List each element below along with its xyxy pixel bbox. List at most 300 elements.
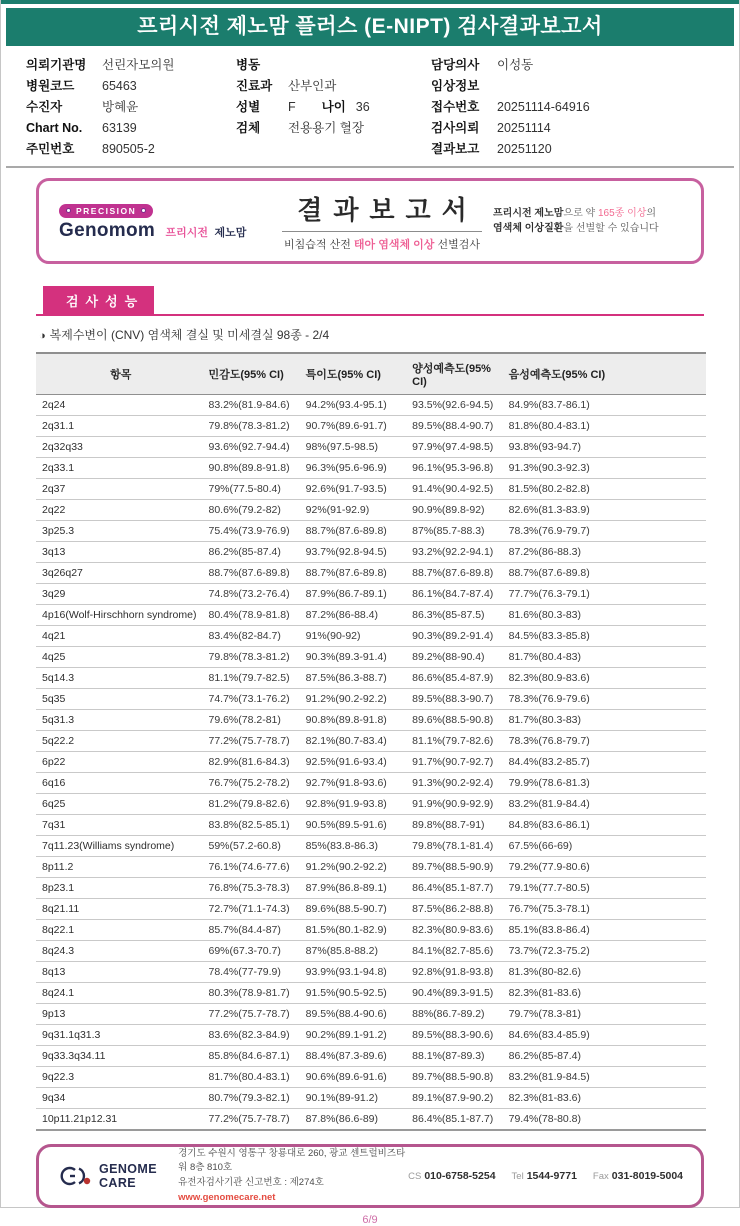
value-cell: 91.2%(90.2-92.2) [303, 857, 410, 878]
table-row [36, 584, 706, 605]
value-cell: 85.8%(84.6-87.1) [206, 1046, 303, 1067]
value-cell: 90.8%(89.8-91.8) [303, 710, 410, 731]
table-row [36, 1109, 706, 1131]
field-value: 20251120 [497, 142, 552, 156]
value-cell: 78.3%(76.9-79.6) [506, 689, 706, 710]
value-cell: 82.3%(80.9-83.6) [506, 668, 706, 689]
value-cell: 83.2%(81.9-84.4) [506, 794, 706, 815]
field-label: 검사의뢰 [431, 121, 480, 135]
value-cell: 91.4%(90.4-92.5) [409, 479, 505, 500]
table-row [36, 1088, 706, 1109]
value-cell: 93.7%(92.8-94.5) [303, 542, 410, 563]
patient-info-col2 [236, 55, 431, 158]
tel-contact [512, 1170, 577, 1182]
table-row [36, 941, 706, 962]
value-cell: 82.1%(80.7-83.4) [303, 731, 410, 752]
info-row [236, 118, 431, 139]
note-bold2: 염색체 이상질환 [493, 223, 564, 234]
item-cell: 2q24 [36, 395, 206, 416]
value-cell: 80.7%(79.3-82.1) [206, 1088, 303, 1109]
field-label: 나이 [321, 100, 346, 114]
table-row [36, 878, 706, 899]
value-cell: 79.8%(78.3-81.2) [206, 416, 303, 437]
item-cell: 2q31.1 [36, 416, 206, 437]
item-cell: 5q31.3 [36, 710, 206, 731]
item-cell: 6p22 [36, 752, 206, 773]
top-accent-strip [1, 0, 739, 4]
value-cell: 92.6%(91.7-93.5) [303, 479, 410, 500]
info-row [26, 76, 236, 97]
note-text2: 의 [646, 207, 657, 219]
table-row [36, 710, 706, 731]
section-subtitle-text: 복제수변이 (CNV) 염색체 결실 및 미세결실 98종 - 2/4 [49, 328, 330, 342]
value-cell: 88.1%(87-89.3) [409, 1046, 505, 1067]
item-cell: 8p11.2 [36, 857, 206, 878]
value-cell: 96.3%(95.6-96.9) [303, 458, 410, 479]
value-cell: 83.2%(81.9-84.6) [206, 395, 303, 416]
field-value: 36 [355, 100, 370, 114]
value-cell: 87.5%(86.2-88.8) [409, 899, 505, 920]
table-row [36, 521, 706, 542]
value-cell: 87.9%(86.8-89.1) [303, 878, 410, 899]
value-cell: 84.6%(83.4-85.9) [506, 1025, 706, 1046]
item-cell: 5q22.2 [36, 731, 206, 752]
column-header: 항목 [36, 353, 206, 395]
brand-line [59, 220, 271, 242]
field-value: 산부인과 [288, 79, 337, 93]
value-cell: 80.6%(79.2-82) [206, 500, 303, 521]
value-cell: 93.9%(93.1-94.8) [303, 962, 410, 983]
footer-contacts [408, 1170, 683, 1182]
item-cell: 2q33.1 [36, 458, 206, 479]
column-header: 민감도(95% CI) [206, 353, 303, 395]
field-value: 이성동 [497, 58, 534, 72]
value-cell: 91.3%(90.2-92.4) [409, 773, 505, 794]
value-cell: 91.9%(90.9-92.9) [409, 794, 505, 815]
value-cell: 89.5%(88.3-90.7) [409, 689, 505, 710]
value-cell: 78.3%(76.9-79.7) [506, 521, 706, 542]
subtitle-accent: 태아 염색체 이상 [353, 239, 435, 251]
cs-contact [408, 1170, 495, 1182]
item-cell: 9q22.3 [36, 1067, 206, 1088]
value-cell: 76.1%(74.6-77.6) [206, 857, 303, 878]
value-cell: 89.8%(88.7-91) [409, 815, 505, 836]
badge-dot-icon [66, 208, 71, 213]
value-cell: 69%(67.3-70.7) [206, 941, 303, 962]
item-cell: 3q26q27 [36, 563, 206, 584]
value-cell: 88.7%(87.6-89.8) [409, 563, 505, 584]
value-cell: 79.2%(77.9-80.6) [506, 857, 706, 878]
fax-number: 031-8019-5004 [611, 1170, 683, 1182]
table-row [36, 1046, 706, 1067]
precision-badge-label: PRECISION [76, 205, 137, 216]
value-cell: 90.6%(89.6-91.6) [303, 1067, 410, 1088]
table-row [36, 416, 706, 437]
note-text1: 으로 약 [563, 207, 598, 219]
value-cell: 90.2%(89.1-91.2) [303, 1025, 410, 1046]
value-cell: 88%(86.7-89.2) [409, 1004, 505, 1025]
value-cell: 83.4%(82-84.7) [206, 626, 303, 647]
note-text3: 을 선별할 수 있습니다 [563, 223, 659, 234]
table-row [36, 899, 706, 920]
value-cell: 78.3%(76.8-79.7) [506, 731, 706, 752]
item-cell: 9q31.1q31.3 [36, 1025, 206, 1046]
field-label: 임상정보 [431, 79, 480, 93]
value-cell: 86.2%(85-87.4) [206, 542, 303, 563]
item-cell: 10p11.21p12.31 [36, 1109, 206, 1131]
value-cell: 90.5%(89.5-91.6) [303, 815, 410, 836]
table-row [36, 542, 706, 563]
value-cell: 87.5%(86.3-88.7) [303, 668, 410, 689]
column-header: 양성예측도(95% CI) [409, 353, 505, 395]
item-cell: 8q21.11 [36, 899, 206, 920]
value-cell: 76.8%(75.3-78.3) [206, 878, 303, 899]
value-cell: 88.4%(87.3-89.6) [303, 1046, 410, 1067]
value-cell: 86.4%(85.1-87.7) [409, 1109, 505, 1131]
value-cell: 79.6%(78.2-81) [206, 710, 303, 731]
value-cell: 89.7%(88.5-90.9) [409, 857, 505, 878]
value-cell: 80.4%(78.9-81.8) [206, 605, 303, 626]
value-cell: 94.2%(93.4-95.1) [303, 395, 410, 416]
value-cell: 87%(85.7-88.3) [409, 521, 505, 542]
value-cell: 87.2%(86-88.3) [506, 542, 706, 563]
info-row [26, 55, 236, 76]
precision-badge [59, 204, 153, 218]
item-cell: 6q16 [36, 773, 206, 794]
item-cell: 2q32q33 [36, 437, 206, 458]
table-body [36, 395, 706, 1131]
table-row [36, 773, 706, 794]
field-label: 수진자 [26, 100, 63, 114]
value-cell: 82.3%(81-83.6) [506, 1088, 706, 1109]
value-cell: 89.6%(88.5-90.7) [303, 899, 410, 920]
value-cell: 84.5%(83.3-85.8) [506, 626, 706, 647]
item-cell: 7q11.23(Williams syndrome) [36, 836, 206, 857]
table-row [36, 1025, 706, 1046]
badge-dot-icon [141, 208, 146, 213]
table-row [36, 605, 706, 626]
table-header-row [36, 353, 706, 395]
note-accent: 165종 이상 [597, 207, 647, 219]
value-cell: 81.1%(79.7-82.5) [206, 668, 303, 689]
field-value: 선린자모의원 [102, 58, 175, 72]
value-cell: 88.7%(87.6-89.8) [303, 521, 410, 542]
table-row [36, 815, 706, 836]
item-cell: 5q35 [36, 689, 206, 710]
value-cell: 81.6%(80.3-83) [506, 605, 706, 626]
field-value: 63139 [102, 121, 137, 135]
table-row [36, 794, 706, 815]
value-cell: 89.5%(88.4-90.7) [409, 416, 505, 437]
item-cell: 8q13 [36, 962, 206, 983]
value-cell: 86.3%(85-87.5) [409, 605, 505, 626]
value-cell: 86.2%(85-87.4) [506, 1046, 706, 1067]
column-header: 특이도(95% CI) [303, 353, 410, 395]
value-cell: 91.7%(90.7-92.7) [409, 752, 505, 773]
value-cell: 81.7%(80.3-83) [506, 710, 706, 731]
value-cell: 97.9%(97.4-98.5) [409, 437, 505, 458]
value-cell: 82.3%(81-83.6) [506, 983, 706, 1004]
value-cell: 74.8%(73.2-76.4) [206, 584, 303, 605]
field-label: 성별 [236, 100, 261, 114]
table-row [36, 689, 706, 710]
item-cell: 9q34 [36, 1088, 206, 1109]
item-cell: 9p13 [36, 1004, 206, 1025]
performance-section-header [36, 290, 704, 316]
field-value: 방혜윤 [102, 100, 139, 114]
field-label: 검체 [236, 121, 261, 135]
subtitle-pre: 비침습적 산전 [284, 239, 354, 251]
value-cell: 79%(77.5-80.4) [206, 479, 303, 500]
value-cell: 81.7%(80.4-83) [506, 647, 706, 668]
table-row [36, 1004, 706, 1025]
item-cell: 4p16(Wolf-Hirschhorn syndrome) [36, 605, 206, 626]
value-cell: 89.5%(88.3-90.6) [409, 1025, 505, 1046]
value-cell: 76.7%(75.3-78.1) [506, 899, 706, 920]
patient-info-col1 [26, 55, 236, 158]
table-row [36, 1067, 706, 1088]
value-cell: 77.2%(75.7-78.7) [206, 731, 303, 752]
value-cell: 81.3%(80-82.6) [506, 962, 706, 983]
subtitle-post: 선별검사 [434, 239, 480, 251]
field-label: 결과보고 [431, 142, 480, 156]
note-bold1: 프리시전 제노맘 [493, 207, 564, 219]
value-cell: 82.9%(81.6-84.3) [206, 752, 303, 773]
info-row [431, 139, 714, 160]
footer-address [178, 1147, 408, 1206]
value-cell: 86.1%(84.7-87.4) [409, 584, 505, 605]
value-cell: 84.9%(83.7-86.1) [506, 395, 706, 416]
table-row [36, 836, 706, 857]
value-cell: 81.1%(79.7-82.6) [409, 731, 505, 752]
value-cell: 90.4%(89.3-91.5) [409, 983, 505, 1004]
value-cell: 83.6%(82.3-84.9) [206, 1025, 303, 1046]
value-cell: 89.7%(88.5-90.8) [409, 1067, 505, 1088]
value-cell: 84.4%(83.2-85.7) [506, 752, 706, 773]
info-row [236, 55, 431, 76]
value-cell: 88.7%(87.6-89.8) [303, 563, 410, 584]
value-cell: 93.2%(92.2-94.1) [409, 542, 505, 563]
table-row [36, 731, 706, 752]
item-cell: 4q25 [36, 647, 206, 668]
value-cell: 92.8%(91.9-93.8) [303, 794, 410, 815]
item-cell: 8p23.1 [36, 878, 206, 899]
value-cell: 80.3%(78.9-81.7) [206, 983, 303, 1004]
result-report-box [36, 178, 704, 264]
column-header: 음성예측도(95% CI) [506, 353, 706, 395]
value-cell: 81.7%(80.4-83.1) [206, 1067, 303, 1088]
value-cell: 91.2%(90.2-92.2) [303, 689, 410, 710]
value-cell: 89.6%(88.5-90.8) [409, 710, 505, 731]
value-cell: 96.1%(95.3-96.8) [409, 458, 505, 479]
field-label: 담당의사 [431, 58, 480, 72]
fax-contact [593, 1170, 683, 1182]
value-cell: 91.5%(90.5-92.5) [303, 983, 410, 1004]
field-label: 진료과 [236, 79, 273, 93]
value-cell: 89.1%(87.9-90.2) [409, 1088, 505, 1109]
value-cell: 83.8%(82.5-85.1) [206, 815, 303, 836]
genome-care-wordmark: GENOME CARE [99, 1162, 157, 1190]
info-row [431, 97, 714, 118]
value-cell: 79.8%(78.1-81.4) [409, 836, 505, 857]
genomom-logo [59, 200, 271, 242]
item-cell: 7q31 [36, 815, 206, 836]
item-cell: 3p25.3 [36, 521, 206, 542]
result-box-subtitle [271, 236, 493, 252]
info-row [236, 97, 431, 118]
footer-box [36, 1144, 704, 1208]
table-row [36, 962, 706, 983]
value-cell: 82.3%(80.9-83.6) [409, 920, 505, 941]
value-cell: 77.2%(75.7-78.7) [206, 1004, 303, 1025]
value-cell: 87.8%(86.6-89) [303, 1109, 410, 1131]
table-row [36, 983, 706, 1004]
value-cell: 91%(90-92) [303, 626, 410, 647]
table-row [36, 647, 706, 668]
value-cell: 84.1%(82.7-85.6) [409, 941, 505, 962]
field-label: Chart No. [26, 121, 83, 135]
item-cell: 2q37 [36, 479, 206, 500]
section-subtitle [39, 326, 701, 343]
table-row [36, 626, 706, 647]
value-cell: 81.5%(80.1-82.9) [303, 920, 410, 941]
info-row [431, 55, 714, 76]
table-row [36, 857, 706, 878]
table-row [36, 920, 706, 941]
value-cell: 73.7%(72.3-75.2) [506, 941, 706, 962]
website-url: www.genomecare.net [178, 1191, 276, 1203]
address-line1: 경기도 수원시 영통구 창룡대로 260, 광교 센트럴비즈타워 8층 810호 [178, 1147, 406, 1174]
value-cell: 79.4%(78-80.8) [506, 1109, 706, 1131]
field-value: 20251114-64916 [497, 100, 590, 114]
field-label: 병동 [236, 58, 261, 72]
field-value: F [288, 100, 296, 114]
title-divider [282, 231, 482, 232]
value-cell: 86.4%(85.1-87.7) [409, 878, 505, 899]
value-cell: 87%(85.8-88.2) [303, 941, 410, 962]
genome-care-logo-icon [57, 1163, 93, 1189]
value-cell: 78.4%(77-79.9) [206, 962, 303, 983]
value-cell: 90.9%(89.8-92) [409, 500, 505, 521]
report-title-bar [6, 8, 734, 46]
item-cell: 8q24.3 [36, 941, 206, 962]
tel-label: Tel [511, 1171, 524, 1182]
item-cell: 4q21 [36, 626, 206, 647]
value-cell: 81.8%(80.4-83.1) [506, 416, 706, 437]
table-row [36, 395, 706, 416]
value-cell: 79.7%(78.3-81) [506, 1004, 706, 1025]
value-cell: 90.3%(89.3-91.4) [303, 647, 410, 668]
address-line2: 유전자검사기관 신고번호 : 제274호 [178, 1177, 324, 1188]
value-cell: 76.7%(75.2-78.2) [206, 773, 303, 794]
item-cell: 3q29 [36, 584, 206, 605]
info-row [236, 76, 431, 97]
item-cell: 8q22.1 [36, 920, 206, 941]
value-cell: 86.6%(85.4-87.9) [409, 668, 505, 689]
value-cell: 74.7%(73.1-76.2) [206, 689, 303, 710]
table-row [36, 668, 706, 689]
performance-table [36, 352, 706, 1131]
value-cell: 90.8%(89.8-91.8) [206, 458, 303, 479]
info-row [26, 139, 236, 160]
table-row [36, 500, 706, 521]
value-cell: 90.3%(89.2-91.4) [409, 626, 505, 647]
cs-label: CS [408, 1171, 422, 1182]
item-cell: 6q25 [36, 794, 206, 815]
value-cell: 89.5%(88.4-90.6) [303, 1004, 410, 1025]
value-cell: 83.2%(81.9-84.5) [506, 1067, 706, 1088]
value-cell: 90.1%(89-91.2) [303, 1088, 410, 1109]
value-cell: 89.2%(88-90.4) [409, 647, 505, 668]
page-number: 6/9 [362, 1214, 378, 1226]
item-cell: 8q24.1 [36, 983, 206, 1004]
table-row [36, 752, 706, 773]
patient-info-section [6, 46, 734, 168]
value-cell: 93.8%(93-94.7) [506, 437, 706, 458]
value-cell: 92.5%(91.6-93.4) [303, 752, 410, 773]
section-title-badge: 검사성능 [43, 286, 154, 314]
field-value: 20251114 [497, 121, 551, 135]
value-cell: 85.7%(84.4-87) [206, 920, 303, 941]
result-box-note [493, 206, 681, 237]
value-cell: 72.7%(71.1-74.3) [206, 899, 303, 920]
value-cell: 77.2%(75.7-78.7) [206, 1109, 303, 1131]
value-cell: 92.8%(91.8-93.8) [409, 962, 505, 983]
value-cell: 88.7%(87.6-89.8) [506, 563, 706, 584]
value-cell: 67.5%(66-69) [506, 836, 706, 857]
info-row [431, 76, 714, 97]
fax-label: Fax [592, 1171, 609, 1182]
info-row [431, 118, 714, 139]
value-cell: 91.3%(90.3-92.3) [506, 458, 706, 479]
field-label: 접수번호 [431, 100, 480, 114]
report-title: 프리시전 제노맘 플러스 (E-NIPT) 검사결과보고서 [137, 15, 603, 38]
value-cell: 98%(97.5-98.5) [303, 437, 410, 458]
item-cell: 5q14.3 [36, 668, 206, 689]
table-head [36, 353, 706, 395]
field-value: 전용용기 혈장 [288, 121, 364, 135]
value-cell: 59%(57.2-60.8) [206, 836, 303, 857]
brand-name: Genomom [59, 220, 156, 241]
tel-number: 1544-9771 [526, 1170, 577, 1182]
info-row [26, 118, 236, 139]
half-circle-bullet-icon: ◑ [39, 330, 46, 342]
item-cell: 3q13 [36, 542, 206, 563]
genome-care-logo [57, 1162, 178, 1190]
value-cell: 90.7%(89.6-91.7) [303, 416, 410, 437]
value-cell: 93.5%(92.6-94.5) [409, 395, 505, 416]
value-cell: 92%(91-92.9) [303, 500, 410, 521]
cs-number: 010-6758-5254 [424, 1170, 496, 1182]
result-box-title: 결과보고서 [297, 195, 478, 225]
field-value: 890505-2 [102, 142, 155, 156]
table-row [36, 458, 706, 479]
value-cell: 87.9%(86.7-89.1) [303, 584, 410, 605]
value-cell: 84.8%(83.6-86.1) [506, 815, 706, 836]
value-cell: 87.2%(86-88.4) [303, 605, 410, 626]
brand-kr-genomom: 제노맘 [214, 227, 247, 239]
value-cell: 79.1%(77.7-80.5) [506, 878, 706, 899]
item-cell: 9q33.3q34.11 [36, 1046, 206, 1067]
table-row [36, 563, 706, 584]
field-label: 병원코드 [26, 79, 75, 93]
value-cell: 93.6%(92.7-94.4) [206, 437, 303, 458]
patient-info-col3 [431, 55, 714, 158]
table-row [36, 437, 706, 458]
value-cell: 88.7%(87.6-89.8) [206, 563, 303, 584]
table-row [36, 479, 706, 500]
value-cell: 75.4%(73.9-76.9) [206, 521, 303, 542]
